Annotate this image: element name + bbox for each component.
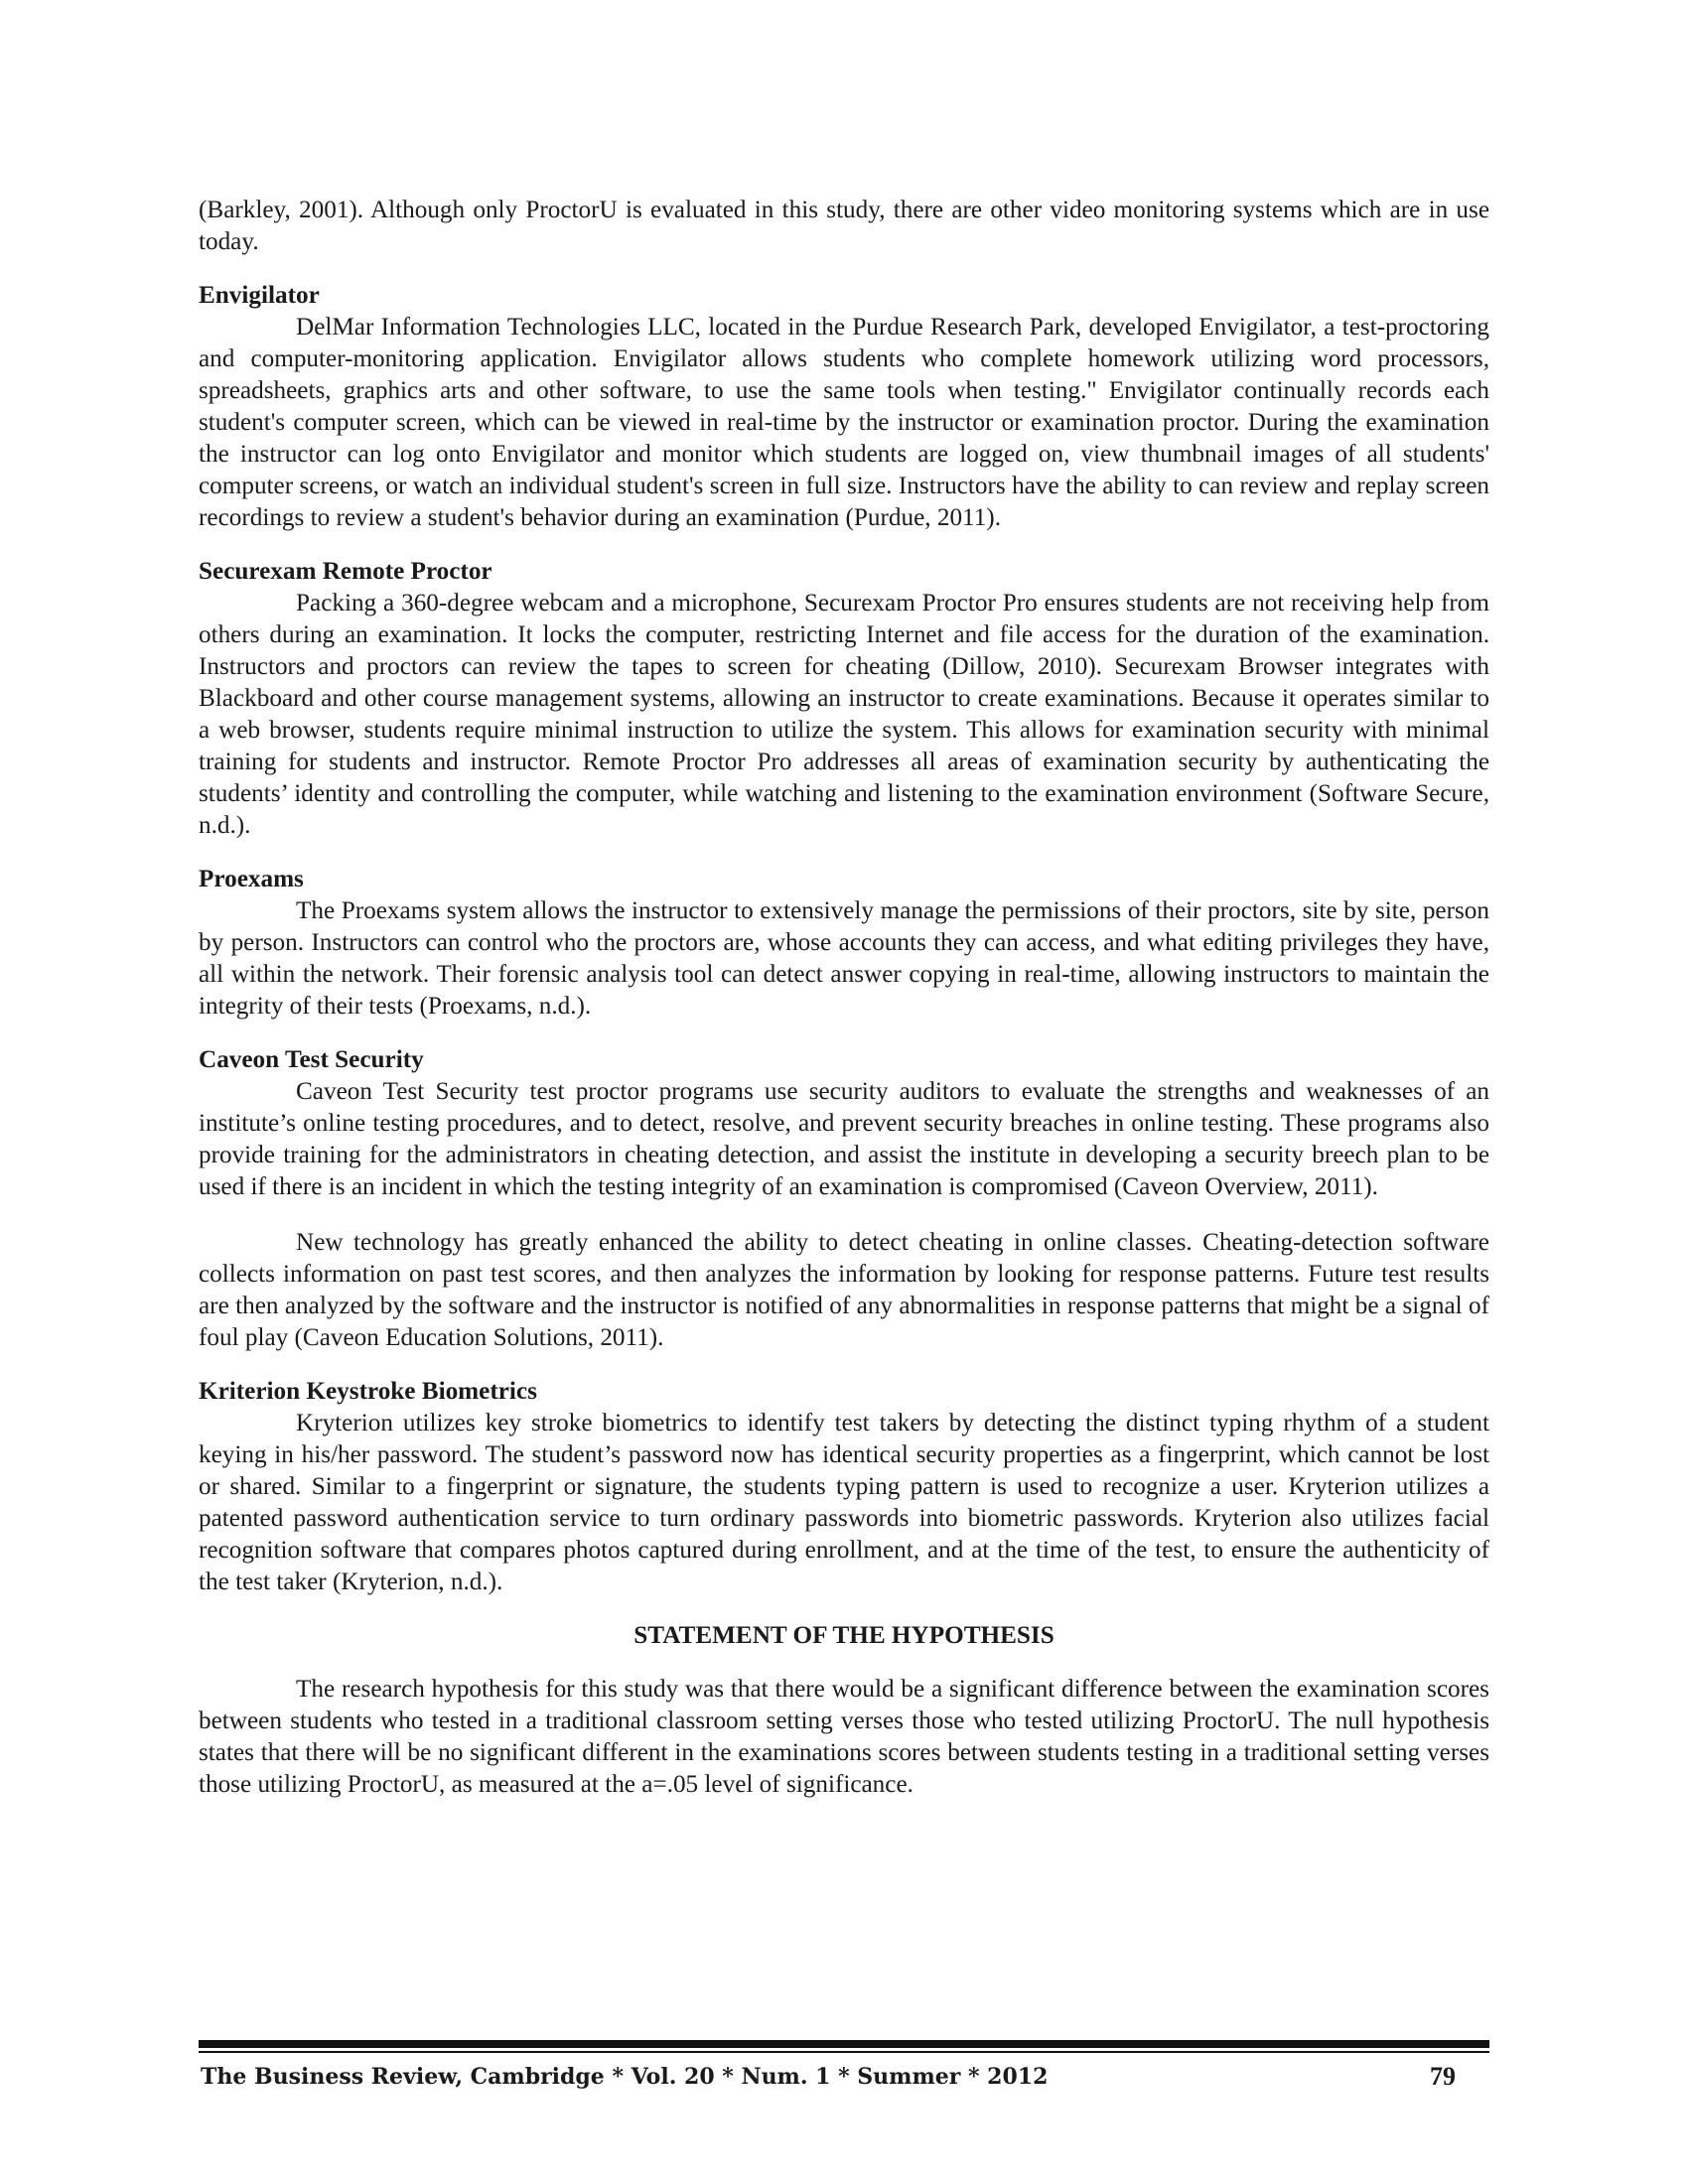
section-heading-caveon: Caveon Test Security (199, 1046, 424, 1073)
envigilator-paragraph: DelMar Information Technologies LLC, located in the Purdue Research Park, developed Envigilator, a test-proctoring and computer-monitoring application. Envigilator allows students who complete homework utilizing word processors, spreadsheets, graphics arts and other software, to use the same tools when testing." Envigilator continually records each student's computer screen, which can be viewed in real-time by the instructor or examination proctor. During the examination the instructor can log onto Envigilator and monitor which students are logged on, view thumbnail images of all students' computer screens, or watch an individual student's screen in full size. Instructors have the ability to can review and replay screen recordings to review a student's behavior during an examination (Purdue, 2011). (199, 314, 1489, 531)
intro-paragraph: (Barkley, 2001). Although only ProctorU is evaluated in this study, there are other video monitoring systems which are in use today. (199, 197, 1489, 255)
section-heading-kriterion: Kriterion Keystroke Biometrics (199, 1378, 537, 1405)
proexams-paragraph: The Proexams system allows the instructor to extensively manage the permissions of their proctors, site by site, person by person. Instructors can control who the proctors are, whose accounts they can access, and what editing privileges they have, all within the network. Their forensic analysis tool can detect answer copying in real-time, allowing instructors to maintain the integrity of their tests (Proexams, n.d.). (199, 897, 1489, 1020)
footer-rule-thin (199, 2051, 1489, 2053)
section-heading-envigilator: Envigilator (199, 282, 320, 309)
cheating-detection-paragraph: New technology has greatly enhanced the ability to detect cheating in online classes. Cheating-detection software collects information on past test scores, and then analyzes the information by looking for response patterns. Future test results are then analyzed by the software and the instructor is notified of any abnormalities in response patterns that might be a signal of foul play (Caveon Education Solutions, 2011). (199, 1229, 1489, 1351)
article-body (199, 195, 1489, 1801)
page-number: 79 (1430, 2062, 1456, 2091)
securexam-paragraph: Packing a 360-degree webcam and a microphone, Securexam Proctor Pro ensures students are not receiving help from others during an examination. It locks the computer, restricting Internet and file access for the duration of the examination. Instructors and proctors can review the tapes to screen for cheating (Dillow, 2010). Securexam Browser integrates with Blackboard and other course management systems, allowing an instructor to create examinations. Because it operates similar to a web browser, students require minimal instruction to utilize the system. This allows for examination security with minimal training for students and instructor. Remote Proctor Pro addresses all areas of examination security by authenticating the students’ identity and controlling the computer, while watching and listening to the examination environment (Software Secure, n.d.). (199, 590, 1489, 839)
kriterion-paragraph: Kryterion utilizes key stroke biometrics to identify test takers by detecting the distinct typing rhythm of a student keying in his/her password. The student’s password now has identical security properties as a fingerprint, which cannot be lost or shared. Similar to a fingerprint or signature, the students typing pattern is used to recognize a user. Kryterion utilizes a patented password authentication service to turn ordinary passwords into biometric passwords. Kryterion also utilizes facial recognition software that compares photos captured during enrollment, and at the time of the test, to ensure the authenticity of the test taker (Kryterion, n.d.). (199, 1410, 1489, 1595)
caveon-paragraph: Caveon Test Security test proctor programs use security auditors to evaluate the strengths and weaknesses of an institute’s online testing procedures, and to detect, resolve, and prevent security breaches in online testing. These programs also provide training for the administrators in cheating detection, and assist the institute in developing a security breech plan to be used if there is an incident in which the testing integrity of an examination is compromised (Caveon Overview, 2011). (199, 1078, 1489, 1200)
hypothesis-paragraph: The research hypothesis for this study was that there would be a significant difference between the examination scores between students who tested in a traditional classroom setting verses those who tested utilizing ProctorU. The null hypothesis states that there will be no significant different in the examinations scores between students testing in a traditional setting verses those utilizing ProctorU, as measured at the a=.05 level of significance. (199, 1676, 1489, 1798)
section-heading-securexam: Securexam Remote Proctor (199, 558, 492, 585)
journal-citation: The Business Review, Cambridge * Vol. 20 * Num. 1 * Summer * 2012 (201, 2064, 1049, 2090)
footer-rule-thick (199, 2040, 1489, 2048)
section-heading-proexams: Proexams (199, 866, 304, 892)
hypothesis-heading: STATEMENT OF THE HYPOTHESIS (633, 1622, 1055, 1649)
page-footer (199, 2057, 1489, 2097)
